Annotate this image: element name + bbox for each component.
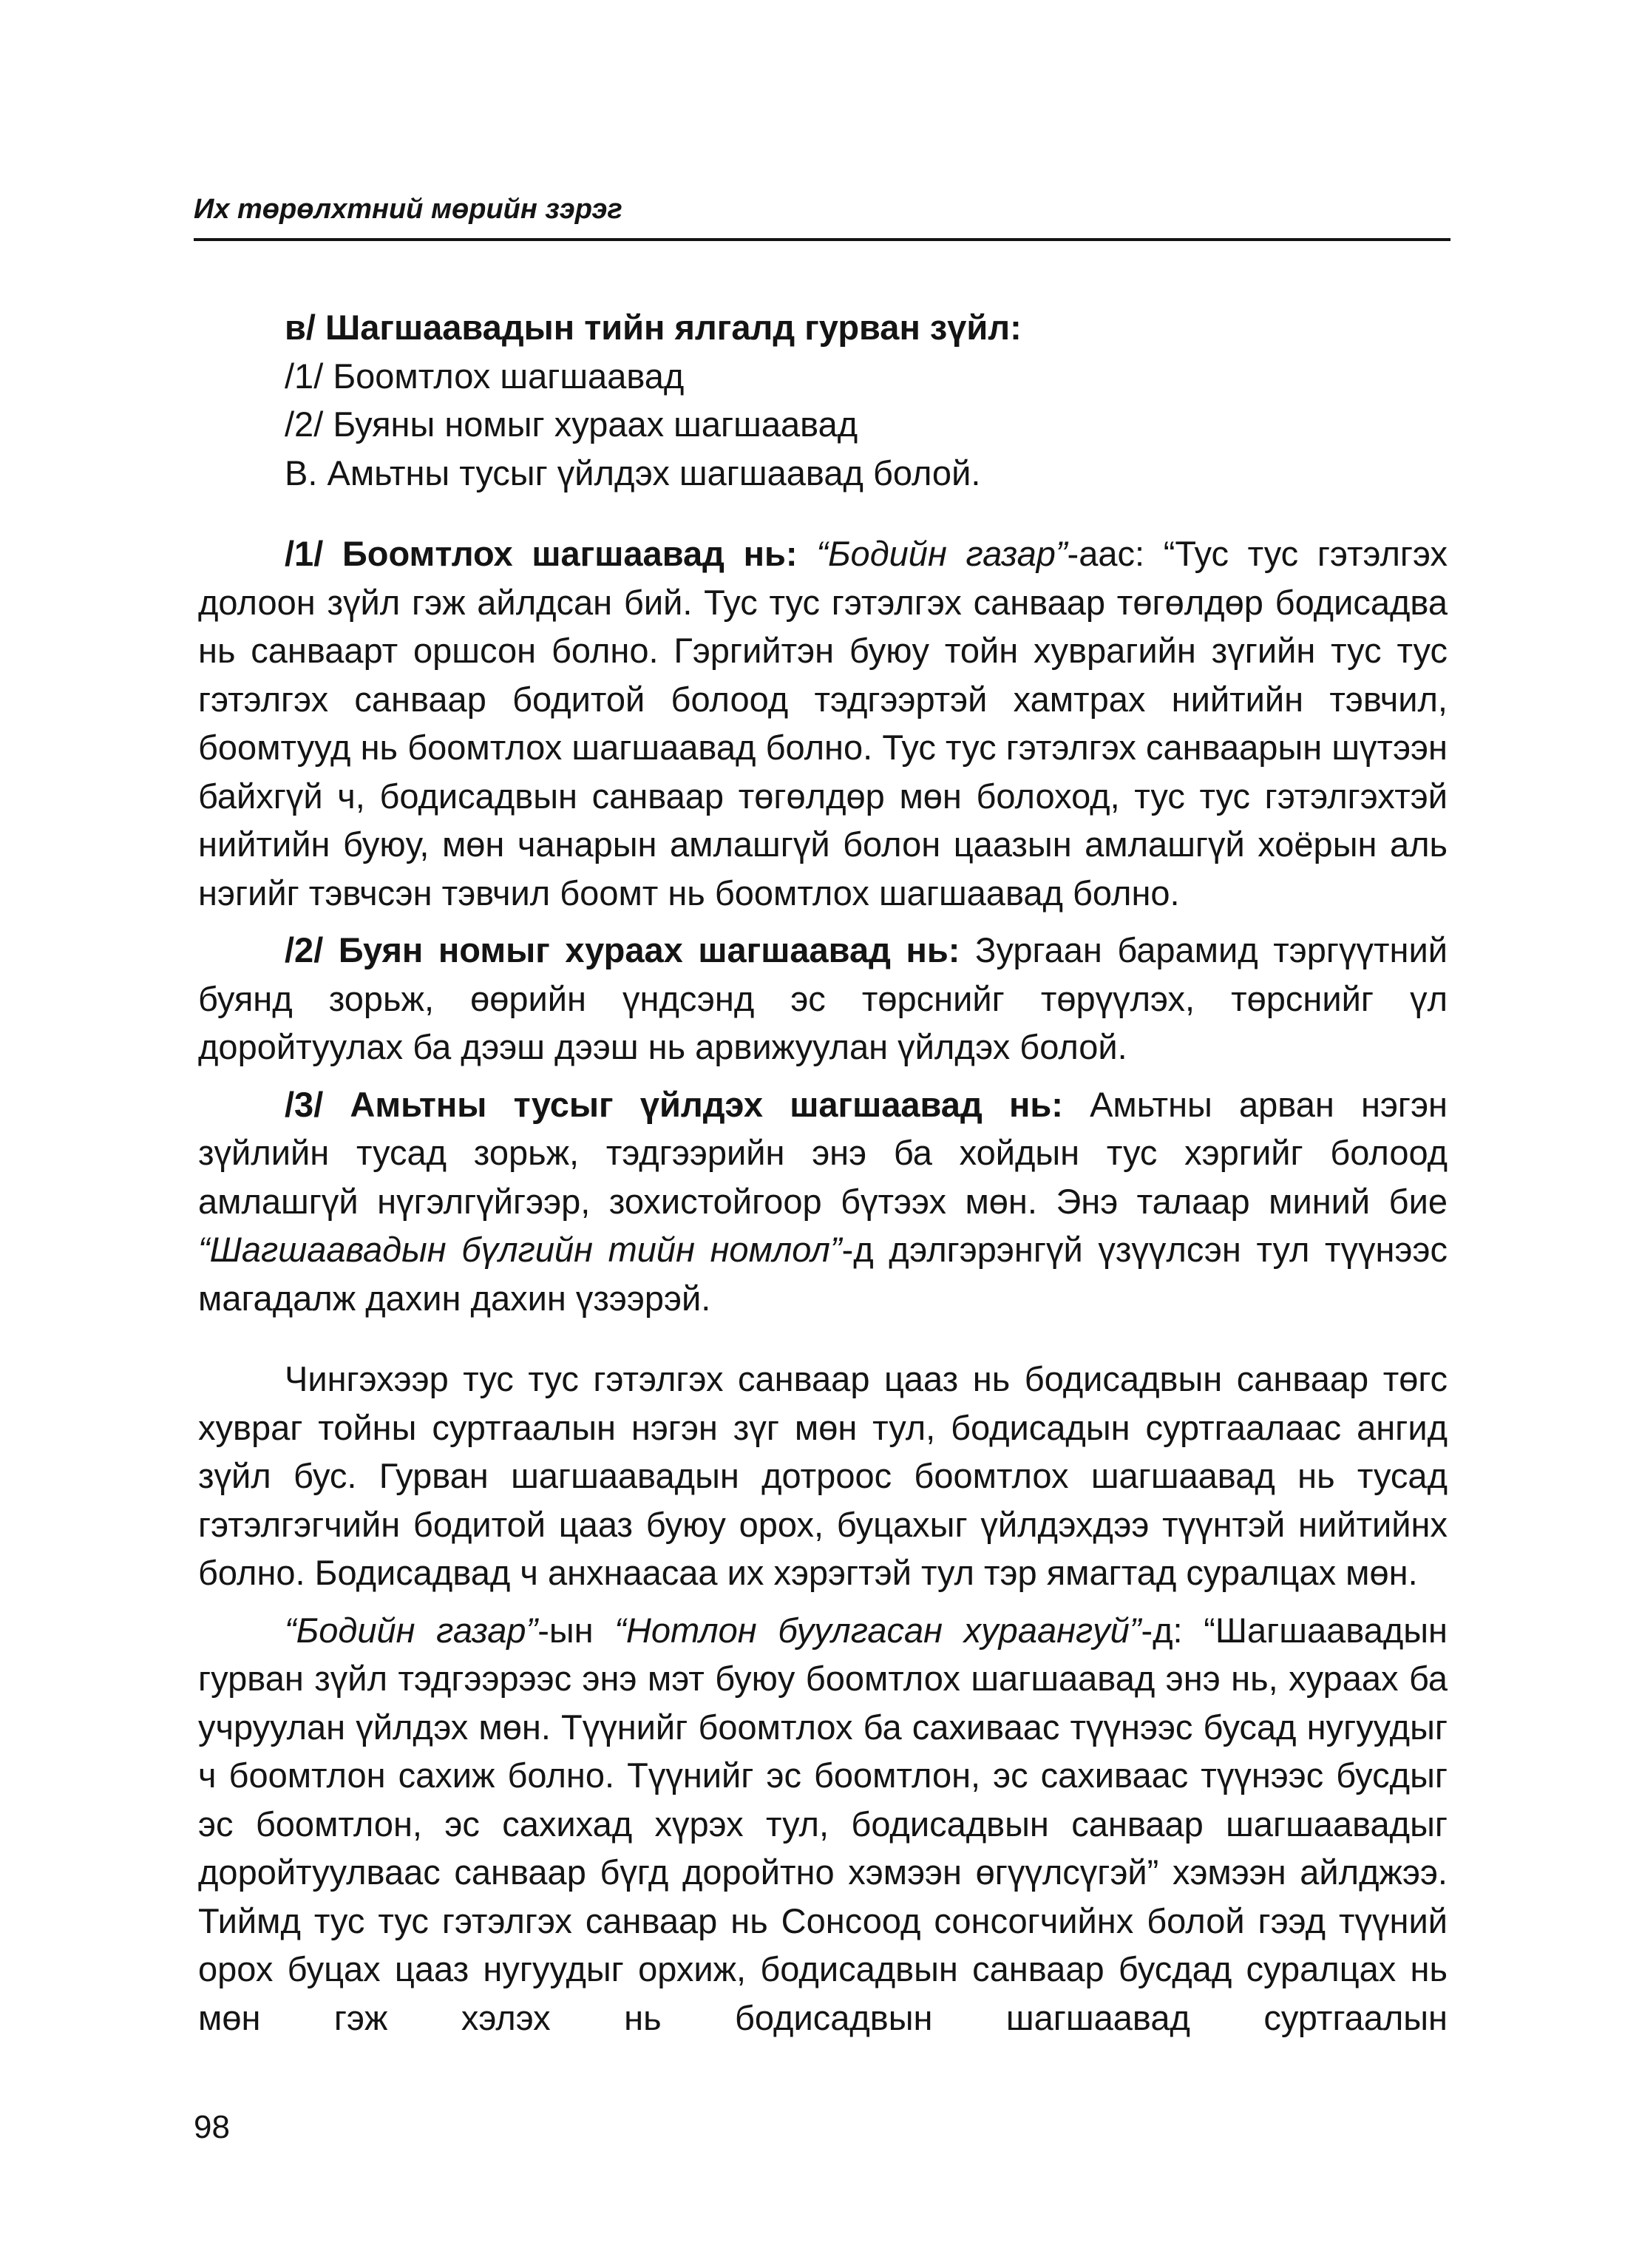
list-item: /1/ Боомтлох шагшаавад <box>285 356 685 396</box>
paragraph-2 <box>198 926 1448 1072</box>
page-body <box>198 303 1448 2042</box>
para5-text-1: -ын <box>537 1610 594 1650</box>
section-v-heading: в/ Шагшаавадын тийн ялгалд гурван зүйл: <box>285 308 1022 347</box>
para3-lead: /3/ Амьтны тусыг үйлдэх шагшаавад нь: <box>285 1084 1063 1124</box>
para5-citation-2: “Нотлон буулгасан хураангуй” <box>614 1610 1141 1650</box>
list-item: /2/ Буяны номыг хураах шагшаавад <box>285 404 858 444</box>
para3-text: Амьтны арван нэгэн зүйлийн тусад зорьж, тэдгээрийн энэ ба хойдын тус хэргийг болоод амлашгүй нүгэлгүйгээр, зохистойгоор бүтээх мөн. Энэ талаар миний бие <box>198 1084 1448 1221</box>
section-v <box>198 303 1448 497</box>
para1-citation: “Бодийн газар” <box>816 534 1068 573</box>
paragraph-3 <box>198 1080 1448 1323</box>
para4-text: Чингэхээр тус тус гэтэлгэх санваар цааз нь бодисадвын санваар төгс хувраг тойны суртгаалын нэгэн зүг мөн тул, бодисадын суртгаалаас ангид зүйл бус. Гурван шагшаавадын дотроос боомтлох шагшаавад нь тусад гэтэлгэгчийн бодитой цааз буюу орох, буцахыг үйлдэхдээ түүнтэй нийтийнх болно. Бодисадвад ч анхнаасаа их хэрэгтэй тул тэр ямагтад суралцах мөн. <box>198 1359 1448 1592</box>
para3-citation: “Шагшаавадын бүлгийн тийн номлол” <box>198 1230 842 1269</box>
para1-text: -аас: “Тус тус гэтэлгэх долоон зүйл гэж айлдсан бий. Тус тус гэтэлгэх санваар төгөлдөр бодисадва нь санваарт оршсон болно. Гэргийтэн буюу тойн хуврагийн зүгийн тус тус гэтэлгэх санваар бодитой болоод тэдгээртэй хамтрах нийтийн тэвчил, боомтууд нь боомтлох шагшаавад болно. Тус тус гэтэлгэх санваарын шүтээн байхгүй ч, бодисадвын санваар төгөлдөр мөн болоход, тус тус гэтэлгэхтэй нийтийн буюу, мөн чанарын амлашгүй болон цаазын амлашгүй хоёрын аль нэгийг тэвчсэн тэвчил боомт нь боомтлох шагшаавад болно. <box>198 534 1448 913</box>
para1-lead: /1/ Боомтлох шагшаавад нь: <box>285 534 798 573</box>
paragraph-4 <box>198 1355 1448 1597</box>
para2-lead: /2/ Буян номыг хураах шагшаавад нь: <box>285 930 960 969</box>
paragraph-1 <box>198 529 1448 917</box>
list-item: В. Амьтны тусыг үйлдэх шагшаавад болой. <box>285 453 981 492</box>
page-number: 98 <box>194 2109 230 2145</box>
para2-text: Зургаан барамид тэргүүтний буянд зорьж, өөрийн үндсэнд эс төрснийг төрүүлэх, төрснийг үл доройтуулах ба дээш дээш нь арвижуулан үйлдэх болой. <box>198 930 1448 1066</box>
running-header: Их төрөлхтний мөрийн зэрэг <box>194 194 622 225</box>
header-rule <box>194 238 1450 241</box>
para5-text-2: -д: “Шагшаавадын гурван зүйл тэдгээрээс энэ мэт буюу боомтлох шагшаавад энэ нь, хураах ба учруулан үйлдэх мөн. Түүнийг боомтлох ба сахиваас түүнээс бусад нугуудыг ч боомтлон сахиж болно. Түүнийг эс боомтлон, эс сахиваас түүнээс бусдыг эс боомтлон, эс сахихад хүрэх тул, бодисадвын санваар шагшаавадыг доройтуулваас санваар бүгд доройтно хэмээн өгүүлсүгэй” хэмээн айлджээ. Тиймд тус тус гэтэлгэх санваар нь Сонсоод сонсогчийнх болой гээд түүний орох буцах цааз нугуудыг орхиж, бодисадвын санваар бусдад суралцах нь мөн гэж хэлэх нь бодисадвын шагшаавад суртгаалын <box>198 1610 1448 2037</box>
para5-citation-1: “Бодийн газар” <box>285 1610 538 1650</box>
paragraph-5 <box>198 1606 1448 2042</box>
para3-text-after: -д дэлгэрэнгүй үзүүлсэн тул түүнээс магадалж дахин дахин үзээрэй. <box>198 1230 1448 1318</box>
